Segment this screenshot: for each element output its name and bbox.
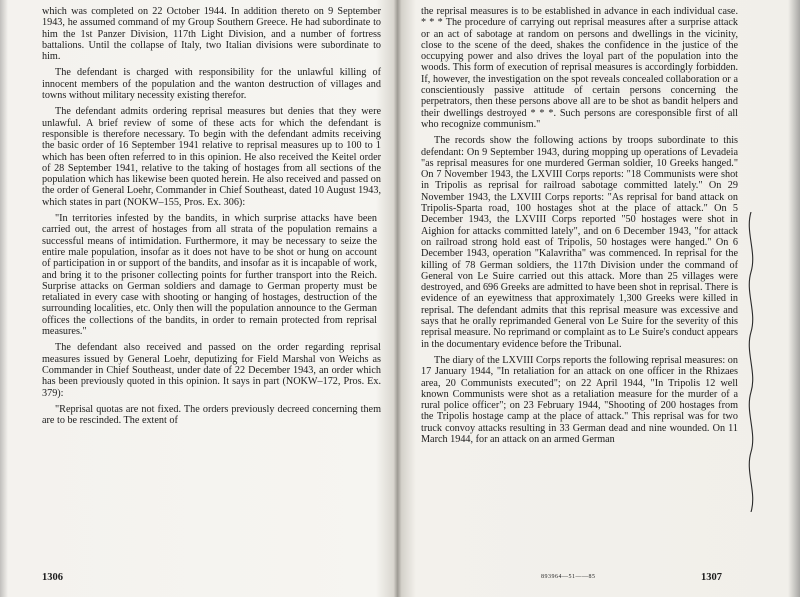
quote-text: "In territories infested by the bandits, in which surprise attacks have been carried out, the arrest of hostages from all strata of the population remains a successful means of intimidation. Furthermore, it may be necessary to seize the entire male population, insofar as it does not have to be shot or hung on account of participation in or support of the bandits, and insofar as it is incapable of work, and bring it to the prisoner collecting points for further transport into the Reich. Surprise attacks on German soldiers and damage to German property must be retaliated in every case with shooting or hanging of hostages, destruction of the surrounding localities, etc. Only then will the population announce to the German offices the collections of the bandits, in order to remain protected from reprisal measures." [42, 213, 377, 338]
printer-code: 893964—51——85 [541, 574, 596, 580]
paragraph: The defendant is charged with responsibility for the unlawful killing of innocent members of the population and the wanton destruction of villages and towns without military necessity existing therefor. [42, 67, 381, 102]
paragraph: The records show the following actions by troops subordinate to this defendant: On 9 September 1943, during mopping up operations of Levadeia "as reprisal measures for one murdered German soldier, 10 Greeks hanged." On 7 November 1943, the LXVIII Corps reports: "18 Communists were shot in Tripolis as reprisal for railroad sabotage committed lately." On 29 November 1943, the LXVIII Corps reports: "As reprisal for band attack on Tripolis-Sparta road, 100 hostages shot at the place of attack." On 5 December 1943, the LXVIII Corps reported "50 hostages were shot in Aighion for attacks committed lately", and on 6 December 1943, "for attack on railroad strong hold east of Tripolis, 50 hostages were hanged." On 6 December 1943, operation "Kalavritha" was commenced. In reprisal for the killing of 78 German soldiers, the 117th Division under the command of General von Le Suire carried out this attack. More than 25 villages were destroyed, and 696 Greeks are admitted to have been shot in reprisal. There is evidence of an eyewitness that approximately 1,300 Greeks were killed in reprisal. The defendant admits that this reprisal measure was excessive and says that he orally reprimanded General von Le Suire for the severity of this reprisal measure. No reprimand or complaint as to Le Suire's conduct appears in the documentary evidence before the Tribunal. [421, 135, 738, 350]
paragraph: which was completed on 22 October 1944. In addition thereto on 9 September 1943, he assumed command of my Group Southern Greece. He had subordinate to him the 1st Panzer Division, 117th Light Division, and a number of fortress battalions. Until the collapse of Italy, two Italian divisions were subordinate to him. [42, 6, 381, 63]
right-page [401, 0, 800, 597]
margin-wavy-line [744, 212, 758, 512]
paragraph: "Reprisal quotas are not fixed. The orders previously decreed concerning them are to be rescinded. The extent of [42, 403, 381, 427]
paragraph: The defendant admits ordering reprisal measures but denies that they were unlawful. A brief review of some of these acts for which the defendant is responsible is therefore necessary. To begin with the defendant admits receiving the basic order of 16 September 1941 relative to reprisal measures up to 100 to 1 which has been often referred to in this opinion. He also received the Keitel order of 28 September 1941, relative to the taking of hostages from all sections of the population which has likewise been quoted herein. He also received and passed on the order of General Loehr, Commander in Chief Southeast, dated 10 August 1943, which states in part (NOKW–155, Pros. Ex. 306): [42, 106, 381, 208]
paragraph: the reprisal measures is to be established in advance in each individual case. * * * The procedure of carrying out reprisal measures after a surprise attack or an act of sabotage at random on persons and dwellings in the vicinity, close to the scene of the deed, shakes the confidence in the justice of the occupying power and also drives the loyal part of the population into the woods. This form of execution of reprisal measures is accordingly forbidden. If, however, the investigation on the spot reveals concealed collaboration or a conscientiously passive attitude of certain persons concerning the perpetrators, then these persons above all are to be shot as bandit helpers and their dwellings destroyed * * *. Such persons are coresponsible first of all who recognize communism." [421, 6, 738, 130]
left-page [0, 0, 393, 597]
paragraph: The defendant also received and passed on the order regarding reprisal measures issued by General Loehr, deputizing for Field Marshal von Weichs as Commander in Chief Southeast, under date of 22 December 1943, an order which has been previously quoted in this opinion. It says in part (NOKW–172, Pros. Ex. 379): [42, 342, 381, 399]
page-number: 1307 [701, 572, 722, 583]
page-edge-shadow [788, 0, 800, 597]
block-quote [42, 213, 381, 337]
page-number: 1306 [42, 572, 63, 583]
paragraph: The diary of the LXVIII Corps reports the following reprisal measures: on 17 January 1944, "In retaliation for an attack on one officer in the Rhizaes area, 20 Communists executed"; on 22 April 1944, "In Tripolis 12 well known Communists were shot as a retaliation measure for the murder of a rural police officer"; on 23 February 1944, "Shooting of 200 hostages from the Tripolis hostage camp at the place of attack." This reprisal was for two truck convoy attacks resulting in 33 German dead and nine wounded. On 11 March 1944, for an attack on an armed German [421, 354, 738, 445]
